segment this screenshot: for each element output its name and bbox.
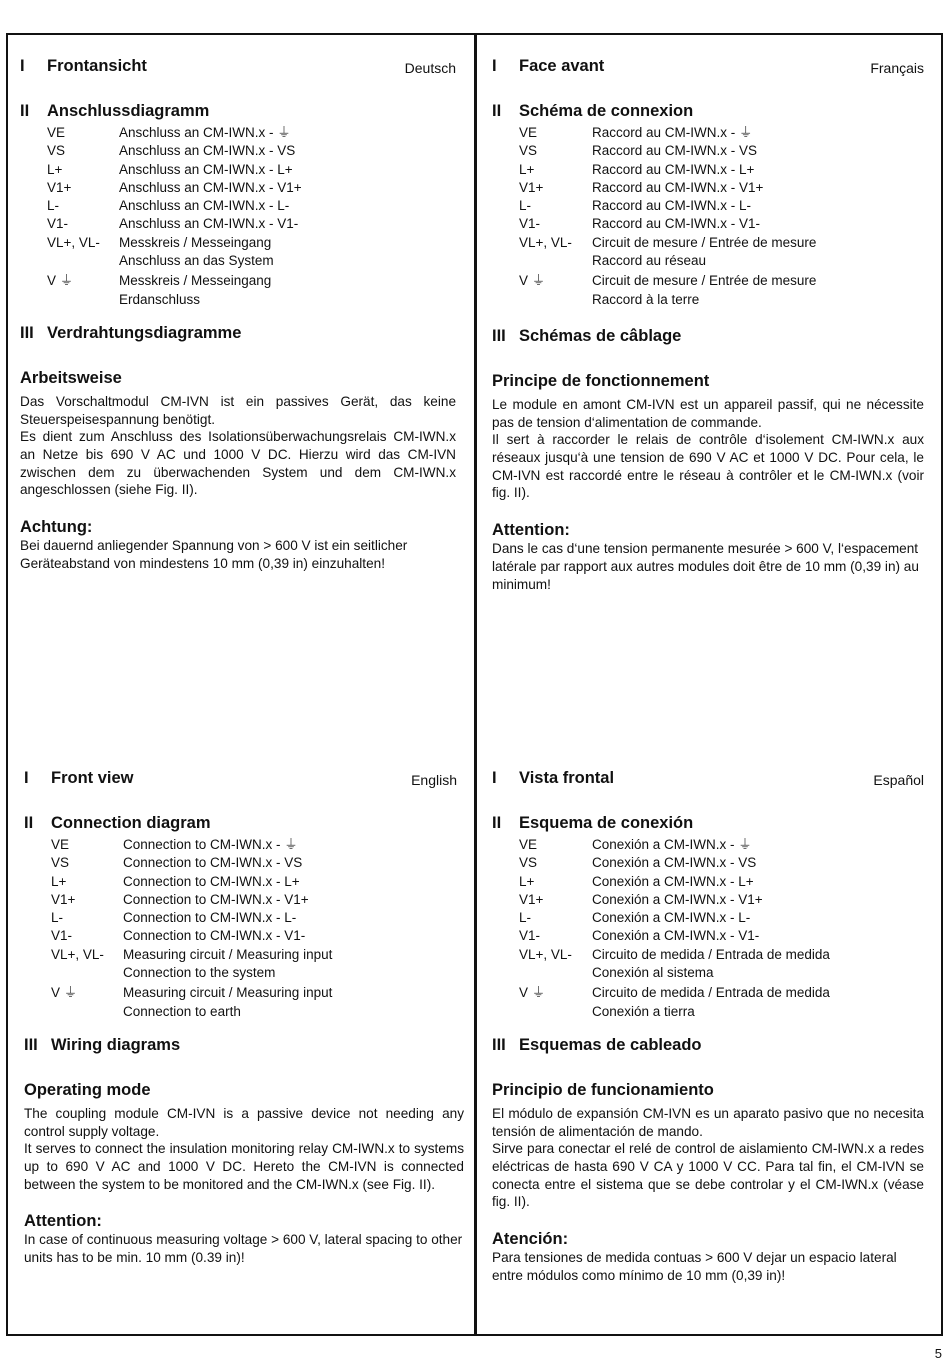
terminal-code [47, 291, 119, 309]
terminal-code: L- [519, 198, 532, 214]
terminal-description: Conexión al sistema [592, 965, 714, 981]
terminal-description: Messkreis / Messeingang [119, 273, 272, 289]
terminal-code: L+ [51, 873, 67, 889]
terminal-description: Messkreis / Messeingang [119, 234, 272, 250]
terminal-description: Conexión a CM-IWN.x - L- [592, 910, 751, 926]
connection-row [51, 927, 464, 945]
section-number: II [492, 814, 502, 832]
terminal-code: L- [47, 198, 60, 214]
terminal-description: Erdanschluss [119, 291, 201, 307]
terminal-code: VS [47, 143, 66, 159]
terminal-code: V1- [47, 216, 69, 232]
terminal-description: Connection to CM-IWN.x - L- [123, 910, 297, 926]
language-label: Deutsch [404, 60, 456, 76]
terminal-code: VL+, VL- [519, 234, 572, 250]
section-connection-diagram [492, 102, 924, 128]
terminal-code: VL+, VL- [519, 946, 572, 962]
connection-row [47, 234, 456, 252]
connection-row [47, 215, 456, 233]
terminal-code: VS [519, 855, 538, 871]
terminal-code: VE [51, 837, 70, 852]
connection-table [519, 124, 924, 309]
section-number: I [492, 57, 497, 75]
terminal-code: V ⏚ [51, 985, 78, 1001]
terminal-description: Conexión a CM-IWN.x - ⏚ [592, 837, 752, 852]
operating-mode-heading: Arbeitsweise [20, 368, 122, 387]
connection-row [519, 873, 924, 891]
section-title: Schéma de connexion [519, 102, 694, 120]
attention-heading: Achtung: [20, 518, 93, 537]
connection-row [519, 197, 924, 215]
terminal-description: Raccord au CM-IWN.x - VS [592, 143, 758, 159]
terminal-code: VS [51, 855, 70, 871]
operating-mode-paragraph-1: Das Vorschaltmodul CM-IVN ist ein passives Gerät, das keine Steuerspeisespannung benötigt. [20, 393, 456, 427]
section-wiring-diagrams [24, 1036, 464, 1062]
terminal-code: V1+ [519, 179, 544, 195]
attention-text: Dans le cas d‘une tension permanente mesurée > 600 V, l‘espacement latérale par rapport aux autres modules doit être de 10 mm (0,39 in) au minimum! [492, 541, 919, 592]
connection-row [51, 964, 464, 982]
operating-mode-paragraph-1: The coupling module CM-IVN is a passive device not needing any control supply voltage. [24, 1105, 464, 1139]
operating-mode-heading: Operating mode [24, 1080, 151, 1099]
terminal-description: Raccord au CM-IWN.x - ⏚ [592, 125, 753, 140]
terminal-description: Anschluss an CM-IWN.x - V1- [119, 216, 299, 232]
terminal-description: Connection to CM-IWN.x - VS [123, 855, 303, 871]
section-wiring-diagrams [492, 1036, 924, 1062]
language-label: Español [873, 772, 924, 788]
terminal-code: VL+, VL- [47, 234, 100, 250]
section-title: Esquemas de cableado [519, 1035, 702, 1054]
quadrant-english [24, 769, 464, 1267]
connection-row [519, 854, 924, 872]
connection-row [51, 1003, 464, 1021]
terminal-code: V1- [519, 928, 541, 944]
connection-row [519, 927, 924, 945]
language-label: Français [870, 60, 924, 76]
connection-row [51, 891, 464, 909]
terminal-description: Anschluss an CM-IWN.x - ⏚ [119, 125, 291, 140]
terminal-description: Raccord au CM-IWN.x - L+ [592, 161, 755, 177]
terminal-code: VE [519, 125, 538, 140]
section-front-view [24, 769, 464, 795]
terminal-description: Anschluss an CM-IWN.x - V1+ [119, 179, 302, 195]
terminal-description: Anschluss an CM-IWN.x - L- [119, 198, 290, 214]
attention-text: Bei dauernd anliegender Spannung von > 600 V ist ein seitlicher Geräteabstand von mindestens 10 mm (0,39 in) einzuhalten! [20, 538, 408, 571]
terminal-description: Raccord au CM-IWN.x - V1+ [592, 179, 764, 195]
terminal-code: V ⏚ [47, 273, 74, 289]
operating-mode-heading: Principio de funcionamiento [492, 1080, 714, 1099]
connection-row [519, 984, 924, 1002]
attention-heading: Attention: [492, 521, 570, 540]
terminal-description: Connection to CM-IWN.x - V1- [123, 928, 306, 944]
terminal-code: V1- [51, 928, 73, 944]
terminal-description: Raccord à la terre [592, 291, 700, 307]
operating-mode-paragraph-2: Il sert à raccorder le relais de contrôle d‘isolement CM-IWN.x aux réseaux jusqu‘à une tension de 690 V AC et 1000 V DC. Pour cela, le CM-IVN est raccordé entre le réseau à contrôler et le CM-IWN.x (voir fig. II). [492, 432, 924, 501]
terminal-description: Circuit de mesure / Entrée de mesure [592, 273, 817, 289]
connection-table [47, 124, 456, 309]
terminal-description: Circuito de medida / Entrada de medida [592, 946, 830, 962]
terminal-description: Conexión a CM-IWN.x - V1- [592, 928, 760, 944]
section-title: Front view [51, 769, 134, 787]
terminal-description: Connection to the system [123, 965, 276, 981]
quadrant-deutsch [20, 57, 456, 573]
terminal-code [51, 964, 123, 982]
connection-row [519, 964, 924, 982]
section-front-view [20, 57, 456, 83]
terminal-code [519, 252, 592, 270]
terminal-code: V1- [519, 216, 541, 232]
section-number: II [492, 102, 502, 120]
connection-row [519, 161, 924, 179]
terminal-code: VL+, VL- [51, 946, 104, 962]
terminal-code: L+ [519, 161, 535, 177]
terminal-description: Conexión a CM-IWN.x - L+ [592, 873, 754, 889]
connection-row [47, 161, 456, 179]
terminal-description: Connection to earth [123, 1003, 241, 1019]
connection-row [47, 291, 456, 309]
terminal-description: Raccord au réseau [592, 253, 707, 269]
connection-row [47, 142, 456, 160]
terminal-description: Conexión a tierra [592, 1003, 695, 1019]
connection-row [47, 272, 456, 290]
operating-mode-paragraph-2: Es dient zum Anschluss des Isolationsüberwachungsrelais CM-IWN.x an Netze bis 690 V AC und 1000 V DC. Hierzu wird das CM-IVN zwischen dem zu überwachenden System und dem CM-IWN.x angeschlossen (siehe Fig. II). [20, 429, 456, 498]
connection-row [519, 234, 924, 252]
terminal-description: Measuring circuit / Measuring input [123, 946, 333, 962]
section-title: Schémas de câblage [519, 326, 682, 345]
section-number: I [20, 57, 25, 75]
quadrant-francais [492, 57, 924, 593]
connection-row [519, 215, 924, 233]
operating-mode-paragraph-1: Le module en amont CM-IVN est un appareil passif, qui ne nécessite pas de tension d‘alimentation de commande. [492, 396, 924, 430]
connection-table [51, 836, 464, 1021]
section-connection-diagram [492, 814, 924, 840]
terminal-description: Anschluss an das System [119, 253, 274, 269]
connection-row [51, 946, 464, 964]
section-number: III [492, 1035, 506, 1054]
section-front-view [492, 57, 924, 83]
attention-text: In case of continuous measuring voltage > 600 V, lateral spacing to other units has to be min. 10 mm (0.39 in)! [24, 1232, 463, 1266]
attention-heading: Atención: [492, 1230, 569, 1249]
terminal-description: Measuring circuit / Measuring input [123, 985, 333, 1001]
section-wiring-diagrams [492, 327, 924, 353]
terminal-code: L+ [519, 873, 535, 889]
section-front-view [492, 769, 924, 795]
section-title: Frontansicht [47, 57, 147, 75]
terminal-code: V1+ [519, 891, 544, 907]
attention-text: Para tensiones de medida contuas > 600 V dejar un espacio lateral entre módulos como mínimo de 10 mm (0,39 in)! [492, 1250, 897, 1283]
column-divider [474, 33, 477, 1336]
connection-row [519, 891, 924, 909]
terminal-description: Circuito de medida / Entrada de medida [592, 985, 830, 1001]
section-number: III [20, 323, 34, 342]
terminal-code [47, 252, 119, 270]
terminal-description: Raccord au CM-IWN.x - L- [592, 198, 752, 214]
terminal-description: Anschluss an CM-IWN.x - L+ [119, 161, 293, 177]
terminal-code: VS [519, 143, 538, 159]
terminal-code: V1+ [51, 891, 76, 907]
section-number: III [492, 326, 506, 345]
attention-heading: Attention: [24, 1212, 102, 1231]
section-title: Connection diagram [51, 814, 211, 832]
connection-row [519, 909, 924, 927]
terminal-code: V ⏚ [519, 985, 546, 1001]
section-number: II [24, 814, 34, 832]
connection-table [519, 836, 924, 1021]
quadrant-espanol [492, 769, 924, 1285]
connection-row [47, 197, 456, 215]
section-title: Face avant [519, 57, 605, 75]
section-title: Wiring diagrams [51, 1035, 181, 1054]
section-number: II [20, 102, 30, 120]
section-title: Anschlussdiagramm [47, 102, 210, 120]
section-title: Esquema de conexión [519, 814, 694, 832]
section-number: III [24, 1035, 38, 1054]
operating-mode-paragraph-2: It serves to connect the insulation monitoring relay CM-IWN.x to systems up to 690 V AC and 1000 V DC. Hereto the CM-IVN is connected between the system to be monitored and the CM-IWN.x (see Fig. II). [24, 1141, 464, 1192]
section-number: I [24, 769, 29, 787]
operating-mode-paragraph-1: El módulo de expansión CM-IVN es un aparato pasivo que no necesita tensión de alimentación de mando. [492, 1105, 924, 1139]
connection-row [51, 873, 464, 891]
connection-row [519, 1003, 924, 1021]
terminal-code [51, 1003, 123, 1021]
terminal-description: Connection to CM-IWN.x - ⏚ [123, 837, 298, 852]
section-connection-diagram [24, 814, 464, 840]
connection-row [519, 252, 924, 270]
connection-row [51, 854, 464, 872]
section-title: Verdrahtungsdiagramme [47, 323, 242, 342]
section-wiring-diagrams [20, 324, 456, 350]
terminal-code: L- [51, 910, 64, 926]
connection-row [47, 252, 456, 270]
section-number: I [492, 769, 497, 787]
connection-row [519, 272, 924, 290]
terminal-code: V1+ [47, 179, 72, 195]
terminal-code [519, 291, 592, 309]
connection-row [519, 946, 924, 964]
section-connection-diagram [20, 102, 456, 128]
terminal-description: Raccord au CM-IWN.x - V1- [592, 216, 761, 232]
page-number: 5 [934, 1346, 942, 1361]
terminal-description: Conexión a CM-IWN.x - V1+ [592, 891, 763, 907]
terminal-description: Connection to CM-IWN.x - V1+ [123, 891, 309, 907]
connection-row [519, 142, 924, 160]
terminal-code: V ⏚ [519, 273, 546, 289]
terminal-code: L- [519, 910, 532, 926]
terminal-description: Anschluss an CM-IWN.x - VS [119, 143, 296, 159]
language-label: English [411, 772, 457, 788]
terminal-code: L+ [47, 161, 63, 177]
terminal-code [519, 1003, 592, 1021]
connection-row [519, 179, 924, 197]
terminal-description: Connection to CM-IWN.x - L+ [123, 873, 300, 889]
terminal-code [519, 964, 592, 982]
operating-mode-heading: Principe de fonctionnement [492, 371, 710, 390]
terminal-description: Conexión a CM-IWN.x - VS [592, 855, 757, 871]
connection-row [519, 291, 924, 309]
section-title: Vista frontal [519, 769, 615, 787]
connection-row [51, 984, 464, 1002]
terminal-code: VE [519, 837, 538, 852]
operating-mode-paragraph-2: Sirve para conectar el relé de control de aislamiento CM-IWN.x a redes eléctricas de hasta 690 V CA y 1000 V CC. Para tal fin, el CM-IVN se conecta entre el sistema que se debe controlar y el CM-IWN.x (véase fig. II). [492, 1141, 924, 1210]
connection-row [51, 909, 464, 927]
connection-row [47, 179, 456, 197]
terminal-description: Circuit de mesure / Entrée de mesure [592, 234, 817, 250]
terminal-code: VE [47, 125, 66, 140]
